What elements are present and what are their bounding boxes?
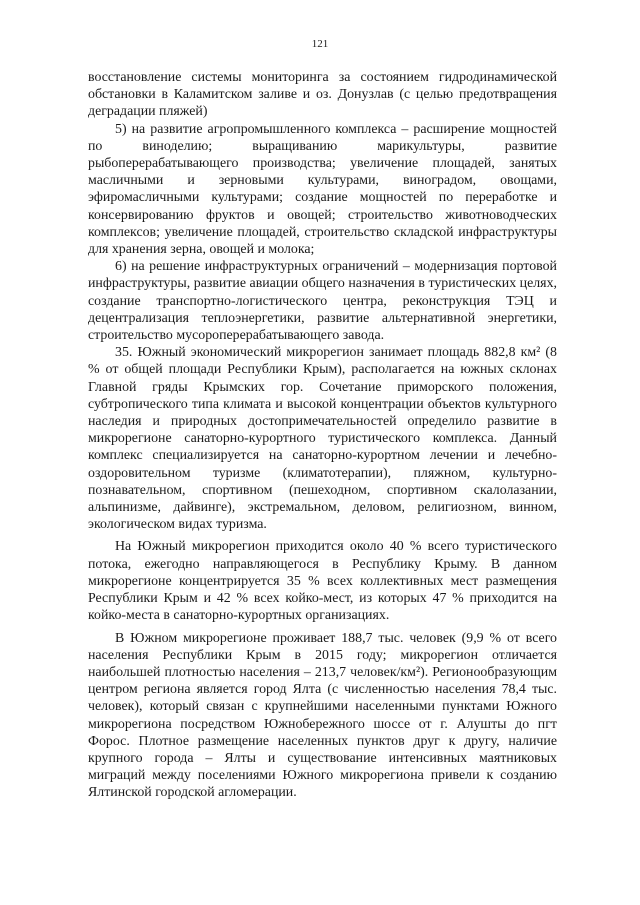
paragraph-tourist-flow: На Южный микрорегион приходится около 40 % всего туристического потока, ежегодно направляющегося в Республику Крыму. В данном микрорегионе концентрируется 35 % всех коллективных мест размещения Республики Крым и 42 % всех койко-мест, из которых 47 % приходится на койко-места в санаторно-курортных организациях. <box>88 539 557 624</box>
page-body <box>88 69 557 802</box>
paragraph-southern-microregion: 35. Южный экономический микрорегион занимает площадь 882,8 км² (8 % от общей площади Республики Крым), располагается на южных склонах Главной гряды Крымских гор. Сочетание приморского положения, субтропического типа климата и высокой концентрации объектов культурного наследия и природных достопримечательностей определило развитие в микрорегионе санаторно-курортного туристического комплекса. Данный комплекс специализируется на санаторно-курортном лечении и лечебно-оздоровительном туризме (климатотерапии), пляжном, культурно-познавательном, спортивном (пешеходном, спортивном скалолазании, альпинизме, дайвинге), экстремальном, деловом, религиозном, винном, экологическом видах туризма. <box>88 345 557 533</box>
paragraph-continuation: восстановление системы мониторинга за состоянием гидродинамической обстановки в Каламитском заливе и оз. Донузлав (с целью предотвращения деградации пляжей) <box>88 70 557 120</box>
page-number: 121 <box>311 38 329 50</box>
paragraph-population: В Южном микрорегионе проживает 188,7 тыс. человек (9,9 % от всего населения Республики Крым в 2015 году; микрорегион отличается наибольшей плотностью населения – 213,7 человек/км²). Регионообразующим центром региона является город Ялта (с численностью населения 78,4 тыс. человек), который связан с крупнейшими населенными пунктами Южного микрорегиона посредством Южнобережного шоссе от г. Алушты до пгт Форос. Плотное размещение населенных пунктов друг к другу, наличие крупного города – Ялты и существование интенсивных маятниковых миграций между поселениями Южного микрорегиона привели к созданию Ялтинской городской агломерации. <box>88 630 557 801</box>
paragraph-agro-complex: 5) на развитие агропромышленного комплекса – расширение мощностей по виноделию; выращиванию марикультуры, развитие рыбоперерабатывающего производства; увеличение площадей, занятых масличными и зерновыми культурами, виноградом, овощами, эфиромасличными культурами; создание мощностей по переработке и консервированию фруктов и овощей; строительство животноводческих комплексов; увеличение площадей, строительство складской инфраструктуры для хранения зерна, овощей и молока; <box>88 121 557 258</box>
paragraph-infrastructure: 6) на решение инфраструктурных ограничений – модернизация портовой инфраструктуры, развитие авиации общего назначения в туристических целях, создание транспортно-логистического центра, реконструкция ТЭЦ и децентрализация теплоэнергетики, развитие альтернативной энергетики, строительство мусороперерабатывающего завода. <box>88 259 557 344</box>
